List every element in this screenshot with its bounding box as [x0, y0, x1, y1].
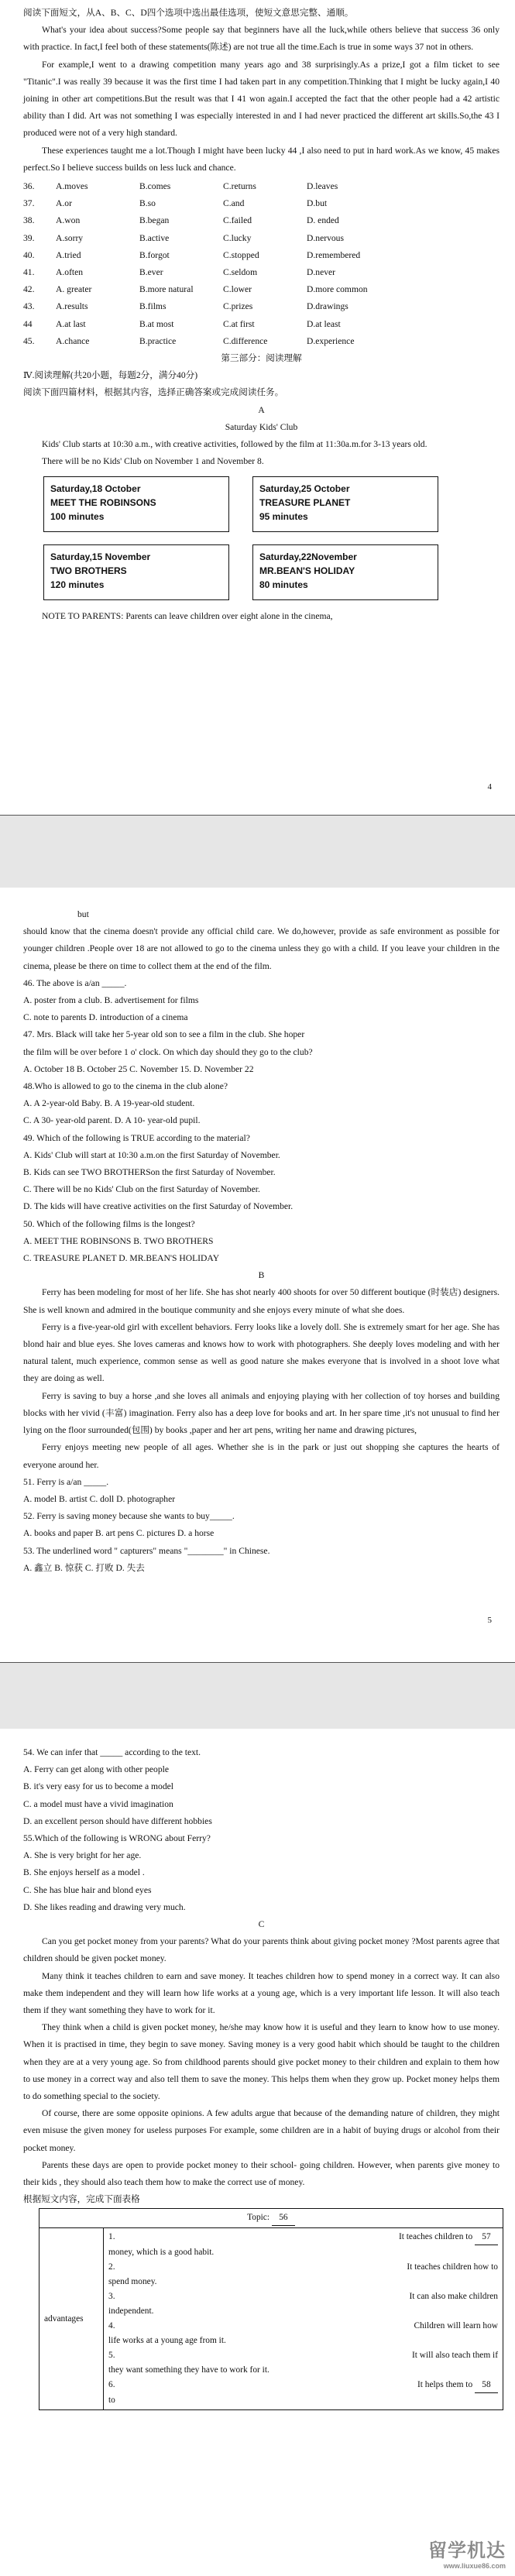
option-row	[23, 212, 500, 229]
film-title: TREASURE PLANET	[259, 497, 351, 509]
watermark-logo	[428, 2535, 506, 2570]
part-sub: Ⅳ.阅读理解(共20小题，每题2分，满分40分)	[23, 370, 198, 381]
option-choice: D.nervous	[307, 232, 344, 243]
question-line: A. Kids' Club will start at 10:30 a.m.on the first Saturday of November.	[23, 1149, 280, 1160]
advantage-text-wrap	[414, 2319, 498, 2334]
topic-blank[interactable]: 56	[272, 2210, 295, 2226]
question-number: 43.	[23, 301, 35, 312]
advantage-item	[108, 2230, 498, 2260]
advantage-line	[108, 2260, 498, 2275]
advantage-rest: they want something they have to work for it.	[108, 2365, 270, 2375]
advantage-number: 6.	[108, 2380, 115, 2390]
question-number: 38.	[23, 215, 35, 226]
advantage-rest: spend money.	[108, 2277, 157, 2287]
film-box	[252, 476, 438, 532]
question-line: the film will be over before 1 o' clock. On which day should they go to the club?	[23, 1046, 313, 1057]
option-choice: C.returns	[223, 181, 256, 192]
question-line: 50. Which of the following films is the longest?	[23, 1218, 195, 1229]
question-line: A. 鑫立 B. 惊获 C. 打败 D. 失去	[23, 1562, 145, 1573]
option-choice: C.difference	[223, 335, 268, 346]
advantage-line	[108, 2348, 498, 2363]
question-number: 44	[23, 318, 33, 329]
question-line: A. poster from a club. B. advertisement for films	[23, 995, 199, 1006]
film-length: 80 minutes	[259, 579, 308, 591]
page-divider	[0, 1662, 515, 1663]
cloze-options	[23, 178, 500, 350]
cloze-instruction: 阅读下面短文，从A、B、C、D四个选项中选出最佳选项，使短文意思完整、通顺。	[23, 8, 354, 18]
advantage-item	[108, 2260, 498, 2289]
option-choice: D.more common	[307, 284, 368, 295]
passage-c	[23, 1933, 500, 2191]
advantage-text: It will also teach them if	[411, 2351, 498, 2361]
option-row	[23, 264, 500, 281]
option-choice: B.began	[139, 215, 170, 226]
passage-paragraph: Ferry is saving to buy a horse ,and she loves all animals and enjoying playing with her collection of toy horses and building blocks with her vivid (丰富) imagination. Ferry also has a deep love for books and art. In her spare time ,it's not unusual to find her lying on the floor surrounded(包围) by books ,paper and her art pens, writing her name and drawing pictures,	[23, 1390, 500, 1436]
option-choice: C.failed	[223, 215, 252, 226]
advantage-line	[108, 2319, 498, 2334]
cloze-paragraph: What's your idea about success?Some people say that beginners have all the luck,while others believe that success 36 only with practice. In fact,I feel both of these statements(陈述) are not true all the time.Each is true in some ways 37 not in others.	[23, 25, 500, 53]
question-line: A. October 18 B. October 25 C. November 15. D. November 22	[23, 1063, 254, 1074]
option-choice: D.at least	[307, 318, 341, 329]
option-choice: A.tried	[56, 249, 81, 260]
advantage-text-wrap	[407, 2260, 498, 2275]
passage-a-letter: A	[258, 404, 265, 415]
option-choice: B.active	[139, 232, 170, 243]
question-number: 42.	[23, 284, 35, 295]
document-page-3	[0, 1729, 515, 2576]
option-row	[23, 195, 500, 212]
passage-paragraph: Many think it teaches children to earn and save money. It teaches children how to spend money in a correct way. It can also make them independent and they will learn how life works at a young age, which is a very important life lesson. It will also teach them if they want something they have to work for it.	[23, 1970, 500, 2016]
question-line: C. There will be no Kids' Club on the first Saturday of November.	[23, 1184, 260, 1195]
topic-label: Topic:	[247, 2213, 270, 2223]
page-gap	[0, 1662, 515, 1729]
club-text-1: Kids' Club starts at 10:30 a.m., with creative activities, followed by the film at 11:30a.m.for 3-13 years old.	[42, 439, 427, 450]
advantage-rest: to	[108, 2396, 115, 2406]
page-gap	[0, 815, 515, 888]
passage-paragraph: Of course, there are some opposite opinions. A few adults argue that because of the demanding nature of children, they might even misuse the given money for useless purposes For example, some children are in a habit of buying drugs or alcohol from their pocket money.	[23, 2108, 500, 2153]
question-number: 40.	[23, 249, 35, 260]
page3-content	[23, 1744, 500, 2410]
question-line: 47. Mrs. Black will take her 5-year old son to see a film in the club. She hoper	[23, 1029, 305, 1040]
cloze-paragraph: These experiences taught me a lot.Though I might have been lucky 44 ,I also need to put in hard work.As we know, 45 makes perfect.So I believe success builds on less luck and chance.	[23, 145, 500, 173]
film-length: 120 minutes	[50, 579, 105, 591]
page2-content	[23, 906, 500, 1577]
option-choice: C.and	[223, 198, 245, 209]
option-choice: A.at last	[56, 318, 86, 329]
question-line: A. books and paper B. art pens C. pictures D. a horse	[23, 1528, 215, 1539]
passage-paragraph: Ferry has been modeling for most of her life. She has shot nearly 400 shoots for over 50 different boutique (时装店) designers. She is well known and admired in the boutique community and she enjoys every minute of what she does.	[23, 1287, 500, 1315]
advantage-text-wrap	[417, 2378, 498, 2393]
option-row	[23, 230, 500, 247]
option-choice: A.chance	[56, 335, 90, 346]
film-date: Saturday,18 October	[50, 483, 141, 495]
passage-paragraph: They think when a child is given pocket money, he/she may know how it is useful and they learn to know how to use money. When it is practised in time, they begin to save money. Saving money is a very good habit which should be taught to the children when they are at a very young age. So from childhood parents should give pocket money to their children and explain to them how to use money in a correct way and also tell them to save the money. This helps them when they grow up. Pocket money helps them to do something special to the society.	[23, 2022, 500, 2102]
advantage-number: 1.	[108, 2232, 115, 2242]
film-box	[43, 544, 229, 600]
question-line: 48.Who is allowed to go to the cinema in the club alone?	[23, 1081, 228, 1092]
answer-blank[interactable]: 58	[475, 2378, 498, 2393]
cloze-paragraph: For example,I went to a drawing competition many years ago and 38 surprisingly.As a prize,I got a film ticket to see "Titanic".I was really 39 because it was the first time I had taken part in any competition.Thinking that I might be lucky again,I 40 joining in other art competitions.But the result was that I 41 won again.I accepted the fact that the other people had a 42 artistic ability than I did. Art was not something I was especially interested in and I had never practiced the different art skills.So,the 43 I produced were not of a very high standard.	[23, 59, 500, 139]
option-choice: C.seldom	[223, 267, 258, 278]
question-line: 49. Which of the following is TRUE according to the material?	[23, 1132, 250, 1143]
passage-b-letter: B	[258, 1270, 265, 1281]
advantage-text: It can also make children	[409, 2292, 498, 2302]
advantage-text-wrap	[399, 2230, 498, 2245]
option-row	[23, 247, 500, 264]
question-line: 51. Ferry is a/an _____.	[23, 1476, 109, 1487]
advantage-text: It teaches children to	[398, 2232, 473, 2242]
question-line: D. an excellent person should have different hobbies	[23, 1815, 212, 1826]
watermark-text: 留学机达	[428, 2540, 506, 2561]
part-instruction: 阅读下面四篇材料，根据其内容，选择正确答案或完成阅读任务。	[23, 387, 284, 398]
question-line: A. A 2-year-old Baby. B. A 19-year-old student.	[23, 1098, 195, 1109]
question-line: D. She likes reading and drawing very much.	[23, 1901, 186, 1912]
passage-a-title: Saturday Kids' Club	[225, 421, 298, 432]
advantage-number: 3.	[108, 2292, 115, 2302]
option-choice: D.leaves	[307, 181, 338, 192]
option-choice: D.never	[307, 267, 336, 278]
part-title: 第三部分：阅读理解	[221, 353, 302, 364]
question-line: A. Ferry can get along with other people	[23, 1764, 170, 1775]
advantage-text: Children will learn how	[414, 2321, 498, 2331]
option-row	[23, 316, 500, 333]
advantage-text: It helps them to	[417, 2380, 473, 2390]
advantage-item	[108, 2378, 498, 2408]
advantage-number: 5.	[108, 2351, 115, 2361]
question-line: A. model B. artist C. doll D. photographer	[23, 1493, 176, 1504]
passage-b	[23, 1284, 500, 1473]
question-line: C. She has blue hair and blond eyes	[23, 1884, 152, 1895]
option-choice: C.prizes	[223, 301, 253, 312]
option-choice: B.at most	[139, 318, 174, 329]
film-title: MEET THE ROBINSONS	[50, 497, 156, 509]
option-choice: A.sorry	[56, 232, 84, 243]
question-number: 45.	[23, 335, 35, 346]
note-to-parents: NOTE TO PARENTS: Parents can leave children over eight alone in the cinema,	[42, 611, 333, 622]
answer-blank[interactable]: 57	[475, 2230, 498, 2245]
option-choice: D. ended	[307, 215, 339, 226]
option-choice: C.at first	[223, 318, 255, 329]
watermark-url: www.liuxue86.com	[443, 2562, 506, 2570]
option-choice: D.drawings	[307, 301, 348, 312]
question-line: 55.Which of the following is WRONG about Ferry?	[23, 1833, 211, 1844]
passage-c-letter: C	[258, 1919, 265, 1930]
question-line: C. A 30- year-old parent. D. A 10- year-old pupil.	[23, 1115, 201, 1126]
question-number: 36.	[23, 181, 35, 192]
continued-paragraph: should know that the cinema doesn't provide any official child care. We do,however, provide as safe environment as possible for younger children .People over 18 are not allowed to go to the cinema unless they go with a child. If you leave your children in the cinema, please be there on time to collect them at the end of the film.	[23, 926, 500, 971]
passage-paragraph: Parents these days are open to provide pocket money to their school- going children. However, when parents give money to their kids , they should also teach them how to make the correct use of money.	[23, 2159, 500, 2188]
question-line: B. She enjoys herself as a model .	[23, 1867, 145, 1878]
page-divider	[0, 815, 515, 816]
advantage-number: 2.	[108, 2262, 115, 2272]
option-row	[23, 333, 500, 350]
advantage-rest: money, which is a good habit.	[108, 2248, 215, 2258]
question-number: 41.	[23, 267, 35, 278]
advantage-number: 4.	[108, 2321, 115, 2331]
advantage-rest: independent.	[108, 2306, 154, 2317]
option-row	[23, 298, 500, 315]
option-row	[23, 281, 500, 298]
option-choice: B.ever	[139, 267, 163, 278]
question-line: C. TREASURE PLANET D. MR.BEAN'S HOLIDAY	[23, 1253, 220, 1264]
option-choice: A.moves	[56, 181, 88, 192]
advantage-item	[108, 2289, 498, 2319]
question-number: 37.	[23, 198, 35, 209]
question-line: A. MEET THE ROBINSONS B. TWO BROTHERS	[23, 1235, 214, 1246]
question-line: 52. Ferry is saving money because she wants to buy_____.	[23, 1511, 235, 1522]
question-line: C. a model must have a vivid imagination	[23, 1798, 173, 1809]
film-schedule	[43, 476, 500, 600]
option-choice: A.won	[56, 215, 81, 226]
advantage-line	[108, 2378, 498, 2393]
page-number-2: 5	[487, 1616, 492, 1625]
advantage-rest: life works at a young age from it.	[108, 2336, 226, 2346]
question-number: 39.	[23, 232, 35, 243]
advantages-row	[39, 2228, 503, 2410]
club-text-2: There will be no Kids' Club on November 1 and November 8.	[42, 456, 264, 467]
questions-51-53	[23, 1474, 500, 1577]
passage-paragraph: Ferry enjoys meeting new people of all ages. Whether she is in the park or just out shopping she captures the hearts of everyone around her.	[23, 1442, 500, 1470]
option-choice: D.but	[307, 198, 328, 209]
document-page-1	[0, 0, 515, 815]
table-instruction: 根据短文内容，完成下面表格	[23, 2194, 140, 2205]
film-date: Saturday,25 October	[259, 483, 350, 495]
option-choice: D.experience	[307, 335, 355, 346]
option-choice: A.often	[56, 267, 84, 278]
question-line: 54. We can infer that _____ according to the text.	[23, 1747, 201, 1757]
advantage-text-wrap	[410, 2289, 499, 2304]
option-choice: A.results	[56, 301, 88, 312]
option-choice: B.films	[139, 301, 167, 312]
option-choice: A. greater	[56, 284, 92, 295]
film-date: Saturday,15 November	[50, 551, 151, 563]
page-number-1: 4	[487, 782, 492, 792]
passage-paragraph: Can you get pocket money from your parents? What do your parents think about giving pocket money ?Most parents agree that children should be given pocket money.	[23, 1936, 500, 1964]
film-length: 95 minutes	[259, 511, 308, 523]
cloze-passage	[23, 22, 500, 177]
question-line: D. The kids will have creative activities on the first Saturday of November.	[23, 1201, 294, 1212]
film-title: MR.BEAN'S HOLIDAY	[259, 565, 355, 577]
option-choice: C.lucky	[223, 232, 252, 243]
topic-row	[39, 2209, 503, 2228]
option-choice: B.forgot	[139, 249, 170, 260]
question-line: B. it's very easy for us to become a model	[23, 1781, 173, 1792]
film-date: Saturday,22November	[259, 551, 357, 563]
advantage-line	[108, 2230, 498, 2245]
document-page-2	[0, 888, 515, 1662]
film-box	[43, 476, 229, 532]
advantage-item	[108, 2319, 498, 2348]
option-choice: B.more natural	[139, 284, 194, 295]
questions-54-55	[23, 1744, 500, 1916]
question-line: A. She is very bright for her age.	[23, 1850, 142, 1861]
option-choice: C.stopped	[223, 249, 259, 260]
film-length: 100 minutes	[50, 511, 105, 523]
option-choice: B.comes	[139, 181, 171, 192]
carry-word: but	[77, 909, 89, 919]
advantages-items	[104, 2228, 503, 2410]
topic-cell	[39, 2209, 503, 2228]
option-choice: C.lower	[223, 284, 252, 295]
question-line: 53. The underlined word " capturers" means "________" in Chinese.	[23, 1545, 270, 1556]
questions-46-50	[23, 975, 500, 1267]
option-row	[23, 178, 500, 195]
page1-content	[23, 5, 500, 626]
passage-paragraph: Ferry is a five-year-old girl with excellent behaviors. Ferry looks like a lovely doll. She is extremely smart for her age. She has blond hair and blue eyes. She loves cameras and knows how to work with photographers. She deeply loves modeling and with her natural talent, much experience, common sense as well as good nature she makes everyone that is involved in a shoot love what they are doing as well.	[23, 1321, 500, 1384]
advantage-line	[108, 2289, 498, 2304]
option-choice: B.so	[139, 198, 156, 209]
film-title: TWO BROTHERS	[50, 565, 127, 577]
film-box	[252, 544, 438, 600]
option-choice: A.or	[56, 198, 72, 209]
question-line: C. note to parents D. introduction of a cinema	[23, 1012, 188, 1023]
advantages-label: advantages	[39, 2228, 104, 2410]
answer-table	[39, 2208, 503, 2410]
question-line: 46. The above is a/an _____.	[23, 977, 127, 988]
option-choice: B.practice	[139, 335, 177, 346]
advantage-item	[108, 2348, 498, 2378]
question-line: B. Kids can see TWO BROTHERSon the first Saturday of November.	[23, 1167, 276, 1178]
option-choice: D.remembered	[307, 249, 361, 260]
advantage-text: It teaches children how to	[407, 2262, 498, 2272]
advantage-text-wrap	[412, 2348, 498, 2363]
